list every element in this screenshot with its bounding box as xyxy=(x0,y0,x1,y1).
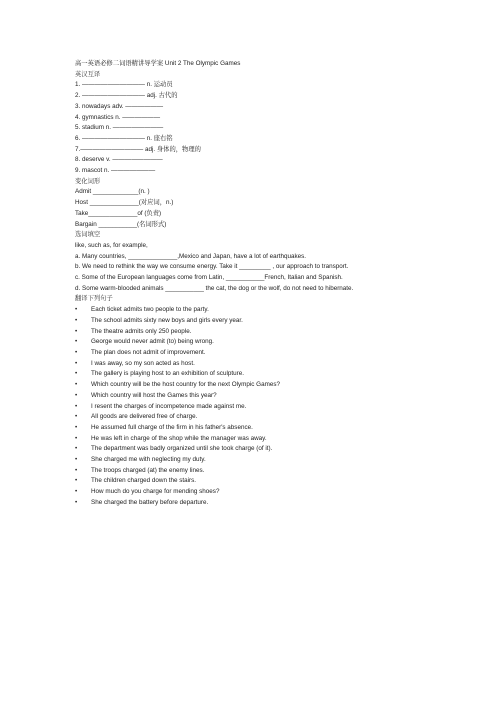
vocab-item: 3. nowadays adv. —————— xyxy=(75,102,164,110)
bullet-icon: • xyxy=(75,327,78,335)
bullet-icon: • xyxy=(75,456,78,464)
sentence-item xyxy=(75,423,423,434)
sentence-item xyxy=(75,402,423,413)
sentence-item xyxy=(75,434,423,445)
sentence-text: I resent the charges of incompetence made against me. xyxy=(91,402,247,410)
sentence-text: The gallery is playing host to an exhibition of sculpture. xyxy=(91,370,244,378)
sentence-text: The troops charged (at) the enemy lines. xyxy=(91,466,205,474)
sentence-item xyxy=(75,359,423,370)
bullet-icon: • xyxy=(75,316,78,324)
vocab-item: 2. —————————— adj. 古代的 xyxy=(75,92,178,100)
sentence-text: The school admits sixty new boys and girls every year. xyxy=(91,316,243,324)
sentence-item xyxy=(75,444,423,455)
bullet-icon: • xyxy=(75,445,78,453)
fill-in-question: b. We need to rethink the way we consume energy. Take it _________ , our approach to transport. xyxy=(75,263,349,271)
bullet-icon: • xyxy=(75,306,78,314)
bullet-icon: • xyxy=(75,413,78,421)
section-heading-word-forms: 变化词形 xyxy=(75,177,101,185)
sentence-text: The theatre admits only 250 people. xyxy=(91,327,192,335)
sentence-item xyxy=(75,391,423,402)
sentence-text: Each ticket admits two people to the party. xyxy=(91,306,209,314)
vocab-item: 6. —————————— n. 座右铭 xyxy=(75,134,173,142)
fill-in-question: c. Some of the European languages come from Latin, ___________French, Italian and Spanish. xyxy=(75,274,343,282)
section-heading-translation: 英汉互译 xyxy=(75,70,101,78)
worksheet-page xyxy=(75,59,423,509)
bullet-icon: • xyxy=(75,391,78,399)
section-heading-sentence-translation: 翻译下列句子 xyxy=(75,295,113,303)
fill-in-question: d. Some warm-blooded animals ___________ the cat, the dog or the wolf, do not need to hibernate. xyxy=(75,284,354,292)
sentence-text: How much do you charge for mending shoes? xyxy=(91,488,220,496)
bullet-icon: • xyxy=(75,423,78,431)
bullet-icon: • xyxy=(75,370,78,378)
fill-in-question: a. Many countries, ______________,Mexico and Japan, have a lot of earthquakes. xyxy=(75,252,307,260)
vocab-item: 9. mascot n. ——————— xyxy=(75,167,156,175)
sentence-item xyxy=(75,487,423,498)
sentence-item xyxy=(75,476,423,487)
sentence-text: He assumed full charge of the firm in his father's absence. xyxy=(91,423,253,431)
bullet-icon: • xyxy=(75,338,78,346)
bullet-icon: • xyxy=(75,498,78,506)
vocab-item: 7.—————————— adj. 身体的，物理的 xyxy=(75,145,201,153)
bullet-icon: • xyxy=(75,466,78,474)
sentence-text: She charged me with neglecting my duty. xyxy=(91,456,206,464)
sentence-text: Which country will host the Games this year? xyxy=(91,391,217,399)
vocab-item: 5. stadium n. ———————— xyxy=(75,124,164,132)
bullet-icon: • xyxy=(75,477,78,485)
sentence-item xyxy=(75,337,423,348)
sentence-item xyxy=(75,412,423,423)
word-options: like, such as, for example, xyxy=(75,241,148,249)
sentence-text: All goods are delivered free of charge. xyxy=(91,413,198,421)
sentence-text: The children charged down the stairs. xyxy=(91,477,197,485)
sentence-list xyxy=(75,305,423,508)
bullet-icon: • xyxy=(75,434,78,442)
sentence-item xyxy=(75,498,423,509)
sentence-item xyxy=(75,369,423,380)
word-form-item: Bargain ___________(名词形式) xyxy=(75,220,167,228)
sentence-text: The department was badly organized until she took charge (of it). xyxy=(91,445,273,453)
vocab-item: 4. gymnastics n. —————— xyxy=(75,113,161,121)
sentence-item xyxy=(75,466,423,477)
sentence-item xyxy=(75,380,423,391)
sentence-text: Which country will be the host country for the next Olympic Games? xyxy=(91,381,280,389)
sentence-item xyxy=(75,327,423,338)
bullet-icon: • xyxy=(75,359,78,367)
sentence-text: The plan does not admit of improvement. xyxy=(91,348,206,356)
vocab-item: 8. deserve v. ———————— xyxy=(75,156,163,164)
vocab-list xyxy=(75,80,423,176)
word-form-item: Host ______________(对应词，n.) xyxy=(75,199,174,207)
word-form-list xyxy=(75,187,423,230)
sentence-text: I was away, so my son acted as host. xyxy=(91,359,195,367)
sentence-item xyxy=(75,455,423,466)
sentence-item xyxy=(75,305,423,316)
bullet-icon: • xyxy=(75,488,78,496)
sentence-text: George would never admit (to) being wrong. xyxy=(91,338,214,346)
sentence-text: She charged the battery before departure. xyxy=(91,498,209,506)
word-form-item: Take______________of (负责) xyxy=(75,209,162,217)
page-title: 高一英语必修二词语精讲导学案 Unit 2 The Olympic Games xyxy=(75,60,241,67)
section-heading-fill-in: 选词填空 xyxy=(75,231,101,239)
bullet-icon: • xyxy=(75,402,78,410)
vocab-item: 1. —————————— n. 运动员 xyxy=(75,81,173,89)
bullet-icon: • xyxy=(75,381,78,389)
sentence-item xyxy=(75,348,423,359)
bullet-icon: • xyxy=(75,348,78,356)
sentence-text: He was left in charge of the shop while the manager was away. xyxy=(91,434,267,442)
word-form-item: Admit _____________(n. ) xyxy=(75,188,150,196)
sentence-item xyxy=(75,316,423,327)
